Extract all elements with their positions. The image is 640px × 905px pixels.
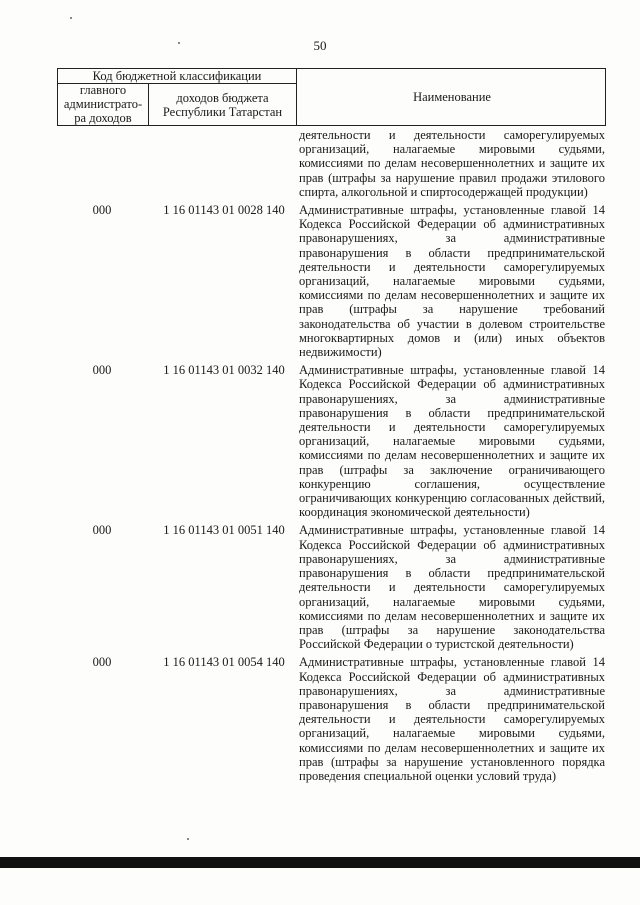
admin-code: 000: [92, 363, 112, 378]
revenue-code: 1 16 01143 01 0054 140: [163, 655, 285, 670]
admin-code: 000: [92, 203, 112, 218]
header-revenue-code: [149, 83, 296, 126]
revenue-code: 1 16 01143 01 0051 140: [163, 523, 285, 538]
admin-code: 000: [92, 523, 112, 538]
table-header: [57, 68, 606, 126]
revenue-name: Административные штрафы, установленные главой 14 Кодекса Российской Федерации об административных правонарушениях, за административные правонарушения в области предпринимательской деятельности и деятельности саморегулируемых организаций, налагаемые мировыми судьями, комиссиями по делам несовершеннолетних и защите их прав (штрафы за нарушение законодательства Российской Федерации о туристской деятельности): [299, 523, 605, 652]
revenue-name: Административные штрафы, установленные главой 14 Кодекса Российской Федерации об административных правонарушениях, за административные правонарушения в области предпринимательской деятельности и деятельности саморегулируемых организаций, налагаемые мировыми судьями, комиссиями по делам несовершеннолетних и защите их прав (штрафы за нарушение установленного порядка проведения специальной оценки условий труда): [299, 655, 605, 783]
table-row: [57, 655, 606, 783]
scan-speck: [178, 42, 180, 44]
scan-speck: [187, 838, 189, 840]
header-revenue-code-label: доходов бюджета Республики Татарстан: [162, 90, 283, 119]
table-row: [57, 363, 606, 519]
table-body: [57, 128, 606, 783]
table-row: [57, 128, 606, 199]
page-number: 50: [313, 38, 327, 53]
revenue-name: деятельности и деятельности саморегулируемых организаций, налагаемые мировыми судьями, комиссиями по делам несовершеннолетних и защите их прав (штрафы за нарушение правил продажи этилового спирта, алкогольной и спиртосодержащей продукции): [299, 128, 605, 199]
header-main-administrator: главного администрато-ра доходов: [58, 83, 149, 126]
revenue-name: Административные штрафы, установленные главой 14 Кодекса Российской Федерации об административных правонарушениях, за административные правонарушения в области предпринимательской деятельности и деятельности саморегулируемых организаций, налагаемые мировыми судьями, комиссиями по делам несовершеннолетних и защите их прав (штрафы за заключение ограничивающего конкуренцию соглашения, осуществление ограничивающих конкуренцию согласованных действий, координация экономической деятельности): [299, 363, 605, 520]
admin-code: 000: [92, 655, 112, 670]
revenue-name: Административные штрафы, установленные главой 14 Кодекса Российской Федерации об административных правонарушениях, за административные правонарушения в области предпринимательской деятельности и деятельности саморегулируемых организаций, налагаемые мировыми судьями, комиссиями по делам несовершеннолетних и защите их прав (штрафы за нарушение требований законодательства об участии в долевом строительстве многоквартирных домов и (или) иных объектов недвижимости): [299, 203, 605, 360]
header-name-label: Наименование: [413, 89, 491, 104]
scan-edge-bar: [0, 857, 640, 868]
scan-speck: [70, 17, 72, 19]
header-name: [296, 69, 607, 125]
revenue-code: 1 16 01143 01 0032 140: [163, 363, 285, 378]
table-row: [57, 523, 606, 651]
table-row: [57, 203, 606, 359]
revenue-code: 1 16 01143 01 0028 140: [163, 203, 285, 218]
header-budget-classification: Код бюджетной классификации: [58, 69, 296, 84]
